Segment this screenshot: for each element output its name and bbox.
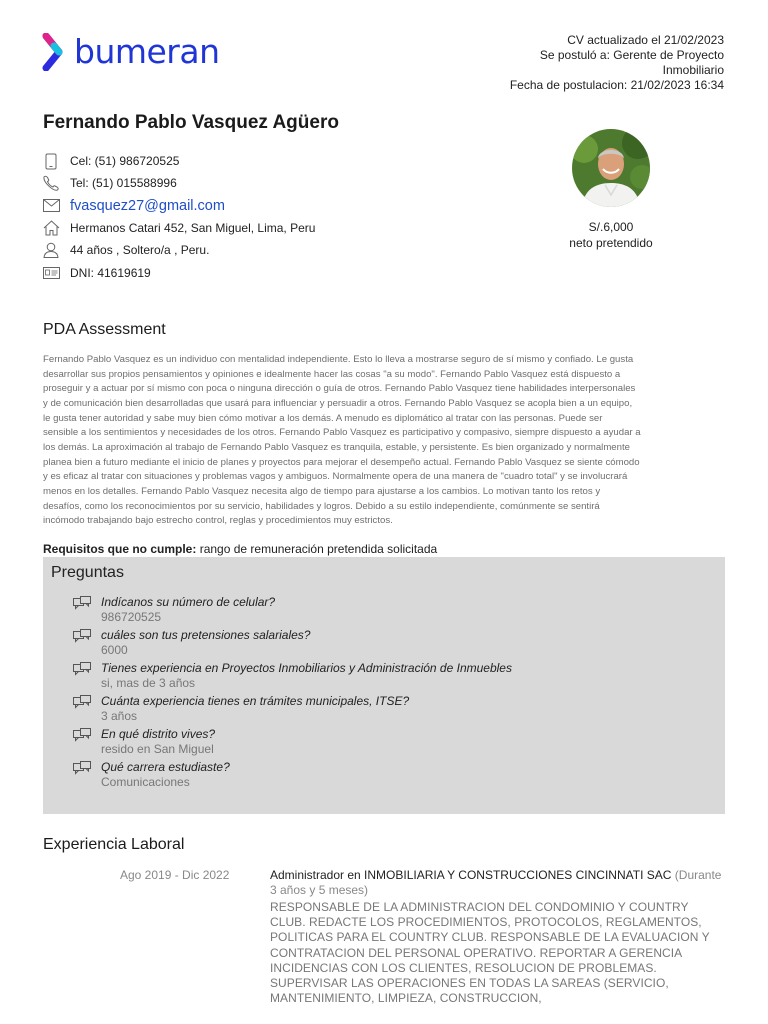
question-answer: 986720525 [101,610,162,624]
question-answer: Comunicaciones [101,775,190,789]
chat-bubbles-icon [73,596,91,616]
pda-line: desarrollar sus propios pensamientos y opiniones e idealmente hacer las cosas "a su modo". Fernando Pablo Vasquez está dispuesto a [43,368,621,380]
applied-position: Se postuló a: Gerente de Proyecto [539,48,724,62]
contact-phone-text: Tel: (51) 015588996 [70,176,177,191]
pda-line: proseguir y a actuar por sí mismo con poca o ninguna dirección o guía de otros. Fernando Pablo Vasquez tiene habilidades interpersonales [43,383,636,395]
experience-duration: (Durante 3 años y 5 meses) [270,868,722,897]
contact-address [42,217,315,239]
questions-panel [43,557,725,814]
salary-label: neto pretendido [569,236,653,250]
pda-line: desafíos, como los reconocimientos por su servicio, habilidades y logros. Debido a su estilo independiente, comúnmente se sentirá [43,500,600,512]
question-text: En qué distrito vives? [101,727,216,741]
cv-updated: CV actualizado el 21/02/2023 [567,33,724,47]
chat-bubbles-icon [73,761,91,781]
email-link[interactable]: fvasquez27@gmail.com [70,197,225,214]
question-text: cuáles son tus pretensiones salariales? [101,628,311,642]
chat-bubbles-icon [73,728,91,748]
question-text: Qué carrera estudiaste? [101,760,230,774]
contact-personal-text: 44 años , Soltero/a , Peru. [70,243,210,258]
pda-line: los demás. La aproximación al trabajo de Fernando Pablo Vasquez es tranquila, estable, y persistente. Es bien organizado y normalmente [43,441,630,453]
applied-position-cont: Inmobiliario [662,63,724,77]
pda-text [43,353,713,529]
question-answer: resido en San Miguel [101,742,214,756]
question-answer: 3 años [101,709,138,723]
unmet-requirements [43,542,437,556]
envelope-icon [42,197,60,215]
person-icon [42,241,60,259]
unmet-requirements-label: Requisitos que no cumple: [43,542,197,556]
phone-icon [42,174,60,192]
contact-personal [42,239,315,261]
experience-description: RESPONSABLE DE LA ADMINISTRACION DEL CONDOMINIO Y COUNTRY CLUB. REDACTE LOS PROCEDIMIENTOS, PROTOCOLOS, REGLAMENTOS, POLITICAS PARA EL COUNTRY CLUB. RESPONSABLE DE LA EVALUACION Y CONTRATACION DEL PERSONAL OPERATIVO. REPORTAR A GERENCIA INCIDENCIAS CON LOS CLIENTES, RESOLUCION DE PROBLEMAS. SUPERVISAR LAS OPERACIONES EN TODAS LA SAREAS (SERVICIO, MANTENIMIENTO, LIMPIEZA, CONSTRUCCION, [270,900,710,1006]
contact-phone [42,172,315,194]
contact-mobile [42,150,315,172]
cv-meta [464,33,724,93]
contact-list [42,150,315,284]
chat-bubbles-icon [73,629,91,649]
question-answer: 6000 [101,643,128,657]
experience-role [270,868,725,898]
pda-line: le gusta tener autoridad y sabe muy bien cómo motivar a los demás. A menudo es diplomático al tratar con las personas. Puede ser [43,412,603,424]
contact-email[interactable] [42,195,315,217]
pda-line: incómodo trabajando bajo estrecho control, reglas y procedimientos muy estrictos. [43,515,393,527]
question-text: Tienes experiencia en Proyectos Inmobiliarios y Administración de Inmuebles [101,661,512,675]
bumeran-chevron-icon [42,33,70,71]
candidate-name: Fernando Pablo Vasquez Agüero [43,112,339,133]
questions-title: Preguntas [51,564,124,581]
contact-mobile-text: Cel: (51) 986720525 [70,154,180,169]
experience-section-title: Experiencia Laboral [43,836,185,853]
application-date: Fecha de postulacion: 21/02/2023 16:34 [509,78,724,92]
brand-name: bumeran [74,32,220,71]
mobile-phone-icon [42,152,60,170]
salary-block [540,219,682,251]
chat-bubbles-icon [73,695,91,715]
question-text: Cuánta experiencia tienes en trámites municipales, ITSE? [101,694,410,708]
unmet-requirements-value: rango de remuneración pretendida solicitada [196,542,438,556]
pda-line: y es eficaz al tratar con situaciones y problemas vagos y ambiguos. Normalmente opera de una manera de "cuadro total" y se involucrará [43,471,628,483]
pda-line: sensible a los sentimientos y necesidades de los otros. Fernando Pablo Vasquez es participativo y compasivo, siempre dispuesto a ayudar a [43,427,641,439]
id-card-icon [42,264,60,282]
contact-dni-text: DNI: 41619619 [70,265,151,280]
pda-line: Fernando Pablo Vasquez es un individuo con mentalidad independiente. Esto lo lleva a mostrarse seguro de sí mismo y confiado. Le gusta [43,354,634,365]
candidate-photo [572,129,650,207]
pda-line: menos en los detalles. Fernando Pablo Vasquez necesita algo de tiempo para ajustarse a los cambios. Lo motivan tanto los retos y [43,485,601,497]
house-icon [42,219,60,237]
pda-line: planea bien a futuro mediante el inicio de planes y proyectos para mejorar el desempeño actual. Fernando Pablo Vasquez se siente cómodo [43,456,640,468]
pda-section-title: PDA Assessment [43,321,166,338]
chat-bubbles-icon [73,662,91,682]
bumeran-logo [42,32,220,71]
pda-line: y de comunicación bien desarrolladas que usará para influenciar y persuadir a otros. Fernando Pablo Vasquez se acopla bien a un equipo, [43,397,633,409]
experience-dates: Ago 2019 - Dic 2022 [120,868,230,882]
contact-address-text: Hermanos Catari 452, San Miguel, Lima, Peru [70,221,316,236]
experience-role-text: Administrador en INMOBILIARIA Y CONSTRUCCIONES CINCINNATI SAC [270,868,672,882]
salary-amount: S/.6,000 [588,220,634,234]
question-text: Indícanos su número de celular? [101,595,276,609]
question-answer: si, mas de 3 años [101,676,196,690]
contact-dni [42,261,315,283]
